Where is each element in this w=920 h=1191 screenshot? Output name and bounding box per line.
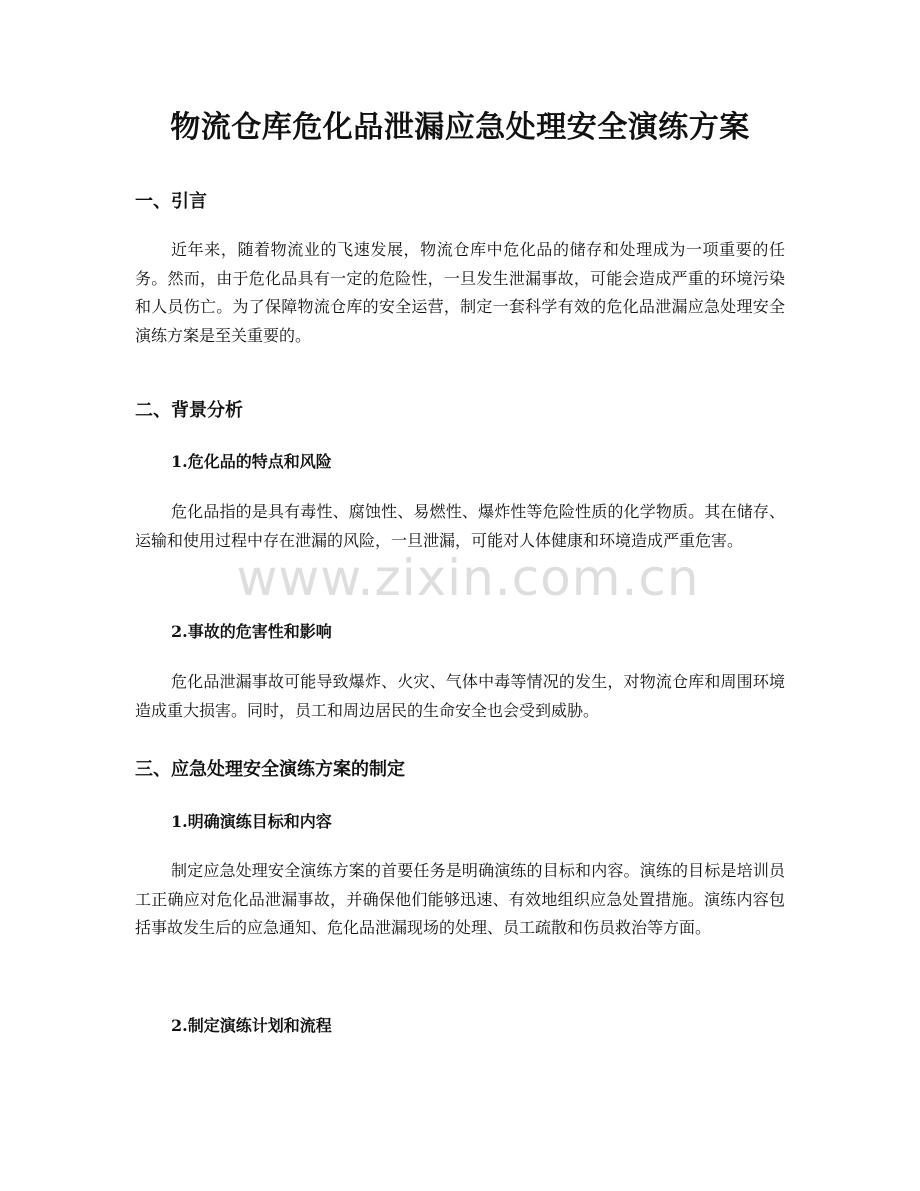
drill-goals-paragraph: 制定应急处理安全演练方案的首要任务是明确演练的目标和内容。演练的目标是培训员工正确应对危化品泄漏事故，并确保他们能够迅速、有效地组织应急处置措施。演练内容包括事故发生后的应急通知、危化品泄漏现场的处理、员工疏散和伤员救治等方面。 xyxy=(135,861,785,938)
document-title: 物流仓库危化品泄漏应急处理安全演练方案 xyxy=(170,110,750,145)
intro-paragraph: 近年来，随着物流业的飞速发展，物流仓库中危化品的储存和处理成为一项重要的任务。然而，由于危化品具有一定的危险性，一旦发生泄漏事故，可能会造成严重的环境污染和人员伤亡。为了保障物流仓库的安全运营，制定一套科学有效的危化品泄漏应急处理安全演练方案是至关重要的。 xyxy=(135,240,785,346)
watermark-text: www.zixin.com.cn xyxy=(236,549,700,607)
subsection-heading-drill-goals: 1.明确演练目标和内容 xyxy=(171,812,332,831)
section-heading-background: 二、背景分析 xyxy=(135,400,243,421)
accident-impact-paragraph: 危化品泄漏事故可能导致爆炸、火灾、气体中毒等情况的发生，对物流仓库和周围环境造成重大损害。同时，员工和周边居民的生命安全也会受到威胁。 xyxy=(135,672,785,720)
hazmat-risks-paragraph: 危化品指的是具有毒性、腐蚀性、易燃性、爆炸性等危险性质的化学物质。其在储存、运输和使用过程中存在泄漏的风险，一旦泄漏，可能对人体健康和环境造成严重危害。 xyxy=(135,502,785,550)
section-heading-intro: 一、引言 xyxy=(135,191,207,212)
subsection-heading-accident-impact: 2.事故的危害性和影响 xyxy=(171,622,332,641)
subsection-heading-drill-process: 2.制定演练计划和流程 xyxy=(171,1016,332,1035)
section-heading-drill-plan: 三、应急处理安全演练方案的制定 xyxy=(135,759,405,780)
subsection-heading-hazmat-risks: 1.危化品的特点和风险 xyxy=(171,452,332,471)
